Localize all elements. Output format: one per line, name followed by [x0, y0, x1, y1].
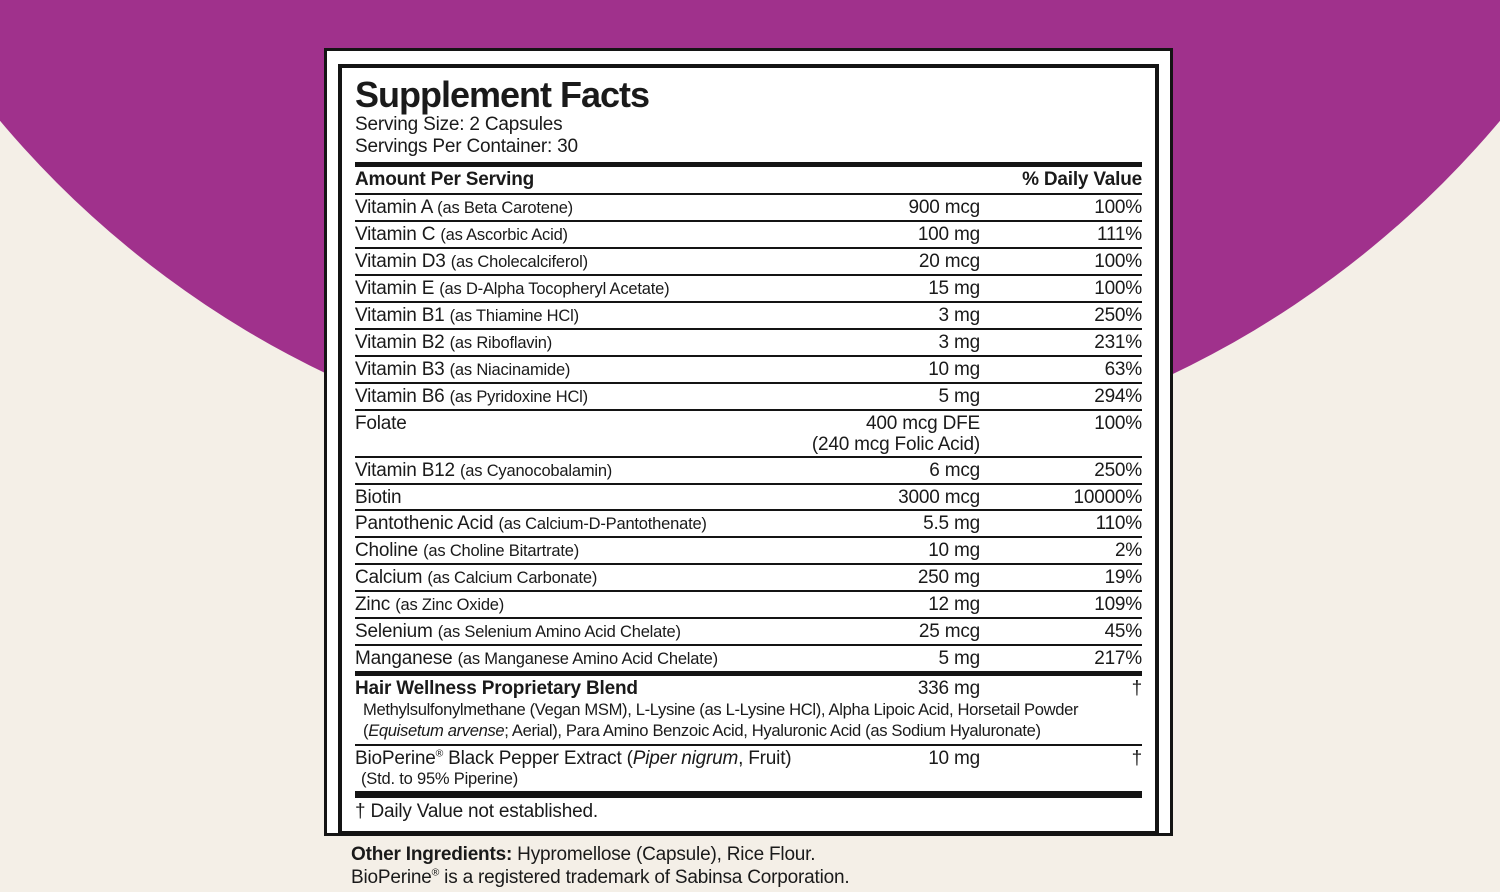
- nutrient-dv: 231%: [1094, 331, 1142, 353]
- nutrient-source: (as Zinc Oxide): [395, 595, 505, 614]
- amount-line: 3 mg: [938, 331, 980, 353]
- nutrient-name: Vitamin B12: [355, 459, 455, 481]
- nutrient-row: [355, 536, 1142, 563]
- bioperine-standardization-note: (Std. to 95% Piperine): [361, 770, 519, 788]
- facts-inner-box: [338, 64, 1159, 835]
- blend-row: [355, 676, 1142, 700]
- amount-line: 5 mg: [938, 385, 980, 407]
- amount-line: 10 mg: [928, 539, 980, 561]
- nutrient-source: (as Manganese Amino Acid Chelate): [457, 649, 718, 668]
- nutrient-name: Selenium: [355, 620, 433, 642]
- blend-name: Hair Wellness Proprietary Blend: [355, 677, 638, 699]
- blend-latin-name: Equisetum arvense: [368, 720, 505, 740]
- nutrient-source: (as Ascorbic Acid): [440, 225, 568, 244]
- nutrient-row: [355, 617, 1142, 644]
- nutrient-dv: 110%: [1095, 512, 1142, 534]
- nutrient-amount: [919, 251, 980, 272]
- nutrient-source: (as Niacinamide): [449, 360, 571, 379]
- registered-mark: ®: [431, 867, 440, 879]
- nutrient-row: [355, 509, 1142, 536]
- nutrient-name: Vitamin A: [355, 196, 433, 218]
- other-ingredients: [338, 835, 1159, 889]
- nutrient-name: Folate: [355, 412, 407, 434]
- amount-line: 100 mg: [917, 223, 980, 245]
- nutrient-row: [355, 644, 1142, 671]
- nutrient-name: Calcium: [355, 566, 423, 588]
- servings-per-container: Servings Per Container: 30: [355, 135, 578, 157]
- trademark-note: BioPerine® is a registered trademark of Sabinsa Corporation.: [351, 866, 850, 888]
- nutrient-dv: 100%: [1094, 196, 1142, 218]
- table-header-row: [355, 167, 1142, 195]
- other-ingredients-text: Hypromellose (Capsule), Rice Flour.: [512, 844, 816, 865]
- nutrient-row: [355, 247, 1142, 274]
- amount-line: 900 mcg: [908, 196, 980, 218]
- nutrient-dv: 111%: [1097, 223, 1142, 245]
- nutrient-dv: 109%: [1094, 593, 1142, 615]
- nutrient-source: (as Pyridoxine HCl): [449, 387, 588, 406]
- nutrient-source: (as Cyanocobalamin): [460, 461, 613, 480]
- nutrient-name: Choline: [355, 539, 419, 561]
- nutrient-amount: [928, 359, 980, 380]
- nutrient-amount: [898, 487, 980, 508]
- registered-mark: ®: [435, 748, 444, 760]
- nutrient-name: Vitamin B3: [355, 358, 445, 380]
- nutrient-name: Vitamin D3: [355, 250, 446, 272]
- nutrient-source: (as D-Alpha Tocopheryl Acetate): [439, 279, 670, 298]
- nutrient-dv: 100%: [1094, 250, 1142, 272]
- supplement-facts-panel: [324, 48, 1173, 888]
- amount-line: 12 mg: [928, 593, 980, 615]
- nutrient-dv: 294%: [1094, 385, 1142, 407]
- bioperine-dv: †: [1131, 747, 1142, 769]
- nutrient-amount: [939, 332, 980, 353]
- nutrient-dv: 19%: [1104, 566, 1142, 588]
- nutrient-amount: [928, 278, 980, 299]
- column-header-amount: Amount Per Serving: [355, 169, 535, 190]
- nutrient-row: [355, 382, 1142, 409]
- column-header-dv: % Daily Value: [1022, 169, 1142, 190]
- serving-size: Serving Size: 2 Capsules: [355, 114, 563, 135]
- nutrient-dv: 250%: [1094, 459, 1142, 481]
- blend-dv: †: [1131, 677, 1142, 699]
- nutrient-dv: 2%: [1114, 539, 1142, 561]
- nutrient-name: Manganese: [355, 647, 453, 669]
- nutrient-row: [355, 195, 1142, 220]
- nutrient-row: [355, 355, 1142, 382]
- bioperine-latin-name: Piper nigrum: [632, 747, 739, 769]
- amount-line: 250 mg: [917, 566, 980, 588]
- nutrient-row: [355, 563, 1142, 590]
- nutrient-row: [355, 220, 1142, 247]
- amount-line: 5.5 mg: [923, 512, 980, 534]
- nutrient-name: Vitamin B6: [355, 385, 445, 407]
- nutrient-amount: [919, 621, 980, 642]
- nutrient-amount: [909, 197, 980, 218]
- nutrient-amount: [929, 460, 980, 481]
- other-ingredients-label: Other Ingredients:: [351, 844, 513, 865]
- nutrient-name: Vitamin B1: [355, 304, 445, 326]
- nutrient-amount: [812, 413, 980, 455]
- nutrient-source: (as Thiamine HCl): [449, 306, 579, 325]
- nutrient-dv: 217%: [1094, 647, 1142, 669]
- nutrient-amount: [939, 305, 980, 326]
- nutrient-name: Vitamin E: [355, 277, 435, 299]
- amount-line: 15 mg: [928, 277, 980, 299]
- nutrient-dv: 100%: [1094, 412, 1142, 434]
- nutrient-source: (as Cholecalciferol): [450, 252, 588, 271]
- nutrient-amount: [918, 224, 980, 245]
- amount-line: 400 mcg DFE: [866, 412, 980, 434]
- facts-title: Supplement Facts: [355, 74, 650, 115]
- nutrient-amount: [939, 386, 980, 407]
- nutrient-dv: 10000%: [1073, 486, 1142, 508]
- amount-line: 25 mcg: [918, 620, 980, 642]
- nutrient-source: (as Calcium Carbonate): [427, 568, 598, 587]
- nutrient-source: (as Choline Bitartrate): [423, 541, 580, 560]
- nutrient-amount: [923, 513, 980, 534]
- amount-line: 3000 mcg: [898, 486, 980, 508]
- nutrient-amount: [928, 594, 980, 615]
- nutrient-row: [355, 301, 1142, 328]
- nutrient-amount: [928, 540, 980, 561]
- amount-line-2: (240 mcg Folic Acid): [811, 433, 980, 455]
- nutrient-name: Pantothenic Acid: [355, 512, 494, 534]
- bioperine-amount: 10 mg: [928, 747, 980, 769]
- nutrient-row: [355, 483, 1142, 509]
- nutrient-dv: 100%: [1094, 277, 1142, 299]
- amount-line: 10 mg: [928, 358, 980, 380]
- amount-line: 3 mg: [938, 304, 980, 326]
- nutrient-row: [355, 274, 1142, 301]
- nutrient-dv: 45%: [1104, 620, 1142, 642]
- amount-line: 6 mcg: [929, 459, 980, 481]
- daily-value-footnote: † Daily Value not established.: [355, 801, 598, 822]
- blend-description: Methylsulfonylmethane (Vegan MSM), L-Lysine (as L-Lysine HCl), Alpha Lipoic Acid, Horsetail Powder (Equisetum arvense; Aerial), Para Amino Benzoic Acid, Hyaluronic Acid (as Sodium Hyaluronate): [363, 700, 1079, 740]
- nutrient-name: Biotin: [355, 486, 402, 508]
- nutrient-amount: [939, 648, 980, 669]
- bioperine-row: [355, 744, 1142, 770]
- nutrient-row: [355, 328, 1142, 355]
- nutrient-source: (as Selenium Amino Acid Chelate): [437, 622, 681, 641]
- nutrient-source: (as Beta Carotene): [437, 198, 573, 217]
- nutrient-row: [355, 456, 1142, 483]
- nutrient-name: Vitamin C: [355, 223, 436, 245]
- nutrient-dv: 63%: [1104, 358, 1142, 380]
- nutrient-dv: 250%: [1094, 304, 1142, 326]
- nutrient-name: Vitamin B2: [355, 331, 445, 353]
- nutrient-row: [355, 409, 1142, 456]
- nutrient-source: (as Riboflavin): [449, 333, 553, 352]
- nutrient-source: (as Calcium-D-Pantothenate): [498, 514, 707, 533]
- nutrient-row: [355, 590, 1142, 617]
- bioperine-name: BioPerine® Black Pepper Extract (Piper nigrum, Fruit): [355, 747, 792, 769]
- divider-heavy: [355, 791, 1142, 798]
- blend-amount: 336 mg: [917, 677, 980, 699]
- amount-line: 5 mg: [938, 647, 980, 669]
- nutrient-amount: [918, 567, 980, 588]
- amount-line: 20 mcg: [918, 250, 980, 272]
- nutrient-name: Zinc: [355, 593, 391, 615]
